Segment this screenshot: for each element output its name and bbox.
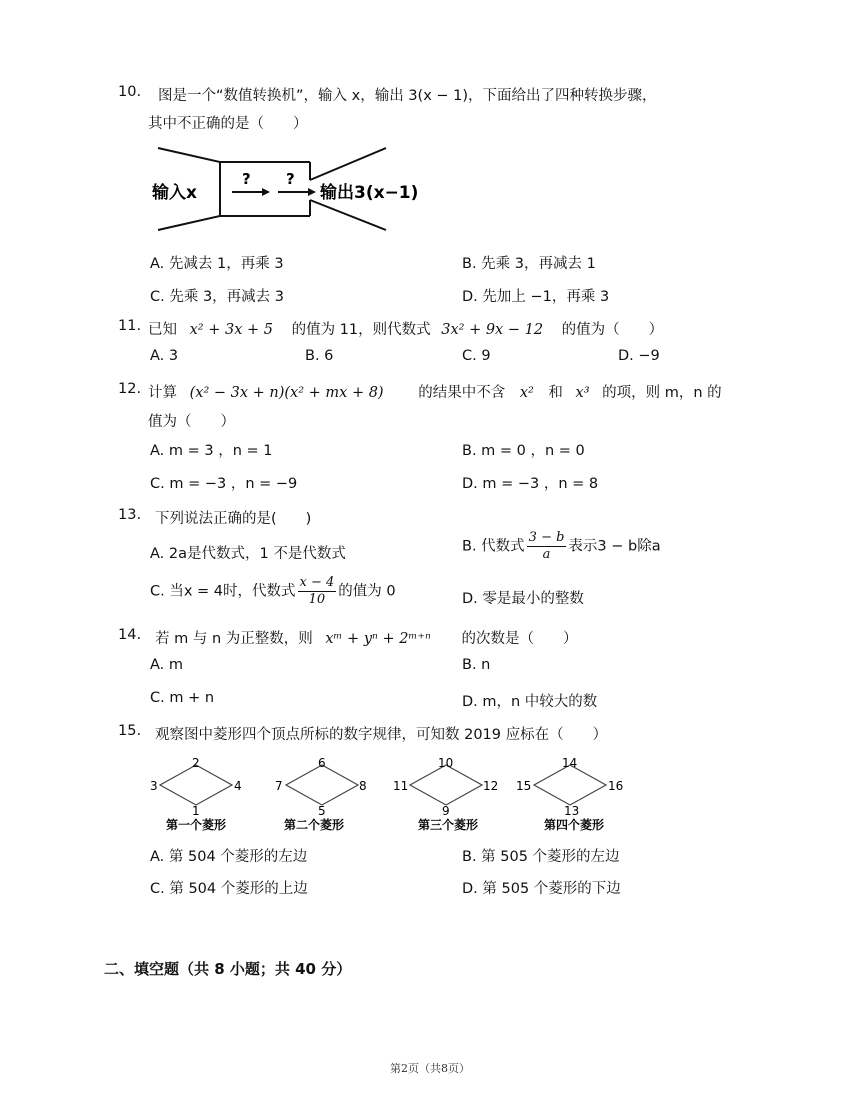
rhombus-1-left: 3 [150, 779, 158, 793]
q14-option-b: B. n [462, 657, 491, 673]
q14-option-a: A. m [150, 657, 184, 673]
q12-text-c: 的项，则 m，n 的 [602, 385, 722, 401]
rhombus-3-bottom: 9 [442, 804, 450, 818]
figure-output-label: 输出3(x−1) [320, 183, 419, 203]
q13-option-b-prefix: B. 代数式 [462, 538, 525, 555]
q14-text-b: 的次数是（ ） [461, 631, 578, 647]
q13-option-b-fraction [527, 530, 567, 563]
rhombus-sequence-figure [146, 755, 636, 835]
q14-number: 14. [118, 627, 142, 643]
rhombus-4-left: 15 [516, 779, 532, 793]
q10-number: 10. [118, 84, 142, 100]
rhombus-4-bottom: 13 [564, 804, 580, 818]
rhombus-4 [516, 756, 623, 832]
q14-text-a: 若 m 与 n 为正整数，则 [155, 631, 313, 647]
q13-number: 13. [118, 507, 142, 523]
q12-number: 12. [118, 381, 142, 397]
q13-option-a: A. 2a是代数式，1 不是代数式 [150, 546, 346, 562]
rhombus-3-left: 11 [393, 779, 409, 793]
q10-option-b: B. 先乘 3，再减去 1 [462, 256, 596, 272]
rhombus-3-right: 12 [483, 779, 499, 793]
q11-text-a: 已知 [148, 322, 177, 338]
q14-stem [155, 627, 578, 648]
q14-option-c: C. m + n [150, 690, 215, 706]
section-heading-fill-in: 二、填空题（共 8 小题；共 40 分） [104, 960, 352, 978]
rhombus-2-top: 6 [318, 756, 326, 770]
q11-text-b: 的值为 11，则代数式 [291, 322, 431, 338]
conversion-machine-figure [150, 146, 420, 232]
fraction-denominator: a [542, 547, 551, 562]
rhombus-1-right: 4 [234, 779, 242, 793]
rhombus-2 [275, 756, 367, 832]
rhombus-1-bottom: 1 [192, 804, 200, 818]
rhombus-1 [150, 756, 242, 832]
q13-option-d: D. 零是最小的整数 [462, 591, 584, 607]
fraction-numerator: 3 − b [528, 530, 565, 545]
rhombus-2-caption: 第二个菱形 [284, 818, 345, 832]
fraction-numerator: x − 4 [299, 575, 335, 590]
q10-option-c: C. 先乘 3，再减去 3 [150, 289, 285, 305]
rhombus-2-right: 8 [359, 779, 367, 793]
rhombus-4-top: 14 [562, 756, 578, 770]
q15-option-c: C. 第 504 个菱形的上边 [150, 881, 308, 897]
q12-text-a: 计算 [148, 385, 177, 401]
rhombus-3-caption: 第三个菱形 [418, 818, 479, 832]
q10-option-d: D. 先加上 −1，再乘 3 [462, 289, 610, 305]
q13-stem: 下列说法正确的是( ) [155, 511, 312, 527]
q13-option-c-prefix: C. 当x = 4时，代数式 [150, 583, 296, 600]
q10-stem-line1: 图是一个“数值转换机”，输入 x，输出 3(x − 1)，下面给出了四种转换步骤， [158, 88, 657, 104]
figure-input-label: 输入x [152, 183, 197, 203]
q12-term-x2: x² [519, 385, 534, 401]
q11-expression-2: 3x² + 9x − 12 [441, 322, 544, 338]
q11-option-a: A. 3 [150, 348, 179, 364]
q11-option-b: B. 6 [305, 348, 334, 364]
figure-question-2: ? [286, 170, 295, 188]
q11-text-c: 的值为（ ） [561, 322, 664, 338]
rhombus-1-caption: 第一个菱形 [166, 818, 227, 832]
rhombus-2-bottom: 5 [318, 804, 326, 818]
rhombus-4-caption: 第四个菱形 [544, 818, 605, 832]
rhombus-3 [393, 756, 498, 832]
q11-option-c: C. 9 [462, 348, 491, 364]
q12-stem-line2: 值为（ ） [148, 414, 235, 430]
q15-option-b: B. 第 505 个菱形的左边 [462, 849, 620, 865]
q11-expression-1: x² + 3x + 5 [189, 322, 273, 338]
rhombus-4-right: 16 [608, 779, 624, 793]
q13-option-c-fraction [298, 575, 337, 608]
q12-option-b: B. m = 0 ，n = 0 [462, 443, 585, 459]
q10-stem-line2: 其中不正确的是（ ） [148, 116, 308, 132]
q15-number: 15. [118, 723, 142, 739]
q12-stem-line1 [148, 381, 722, 402]
rhombus-2-left: 7 [275, 779, 283, 793]
q14-option-d: D. m，n 中较大的数 [462, 694, 598, 710]
q12-option-a: A. m = 3 ，n = 1 [150, 443, 273, 459]
q14-expression: xᵐ + yⁿ + 2ᵐ⁺ⁿ [325, 631, 431, 647]
rhombus-3-top: 10 [438, 756, 454, 770]
q13-option-c-suffix: 的值为 0 [338, 583, 396, 600]
page-footer: 第2页（共8页） [390, 1062, 470, 1075]
q10-option-a: A. 先减去 1，再乘 3 [150, 256, 284, 272]
q12-text-and: 和 [548, 385, 563, 401]
q15-stem: 观察图中菱形四个顶点所标的数字规律，可知数 2019 应标在（ ） [155, 727, 608, 743]
q11-option-d: D. −9 [618, 348, 660, 364]
q12-option-d: D. m = −3 ，n = 8 [462, 476, 599, 492]
q15-option-d: D. 第 505 个菱形的下边 [462, 881, 621, 897]
q12-expression: (x² − 3x + n)(x² + mx + 8) [189, 385, 384, 401]
q13-option-c [150, 575, 396, 608]
figure-question-1: ? [242, 170, 251, 188]
q11-stem [148, 318, 663, 339]
q12-option-c: C. m = −3 ，n = −9 [150, 476, 298, 492]
q15-option-a: A. 第 504 个菱形的左边 [150, 849, 308, 865]
q13-option-b [462, 530, 661, 563]
fraction-denominator: 10 [308, 592, 326, 607]
q13-option-b-suffix: 表示3 − b除a [568, 538, 661, 555]
q11-number: 11. [118, 318, 142, 334]
rhombus-1-top: 2 [192, 756, 200, 770]
q12-term-x3: x³ [575, 385, 590, 401]
q12-text-b: 的结果中不含 [418, 385, 506, 401]
